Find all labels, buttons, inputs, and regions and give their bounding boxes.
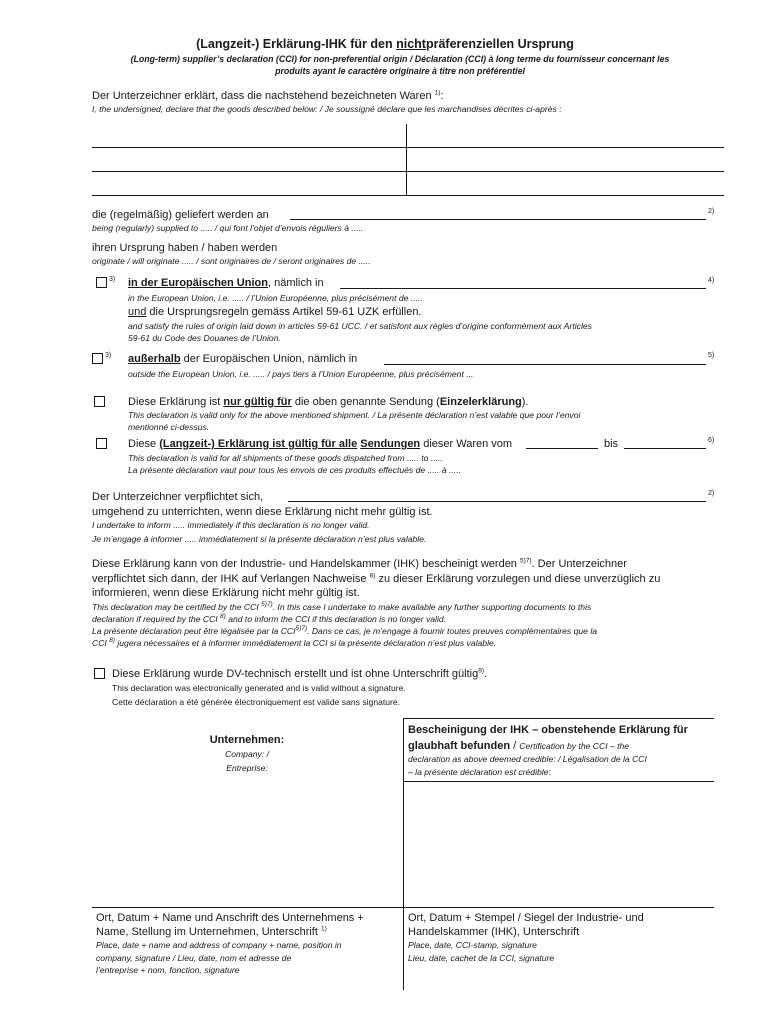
electronic-checkbox[interactable]: [94, 668, 105, 679]
eu-rules-rest: die Ursprungsregeln gemäss Artikel 59-61 UZK erfüllen.: [146, 306, 422, 318]
certify-fr-line-2: [92, 637, 732, 649]
electronic-fr: Cette déclaration a été générée électroniquement est valide sans signature.: [112, 697, 401, 707]
eu-country-field[interactable]: [340, 288, 706, 289]
intro-translation: I, the undersigned, declare that the goods described below: / Je soussigné déclare que les marchandises décrites ci-après :: [92, 104, 562, 114]
single-shipment-label: [128, 395, 529, 409]
sig-company-de-1: Ort, Datum + Name und Anschrift des Unternehmens +: [96, 912, 364, 924]
undertake-field[interactable]: [288, 501, 706, 502]
goods-row-2-right[interactable]: [410, 156, 720, 170]
eu-rules-und: und: [128, 306, 147, 318]
non-eu-label-bold: außerhalb: [128, 353, 181, 365]
chamber-title-2-line: [408, 739, 714, 753]
eu-rules-trans-2: 59-61 du Code des Douanes de l’Union.: [128, 332, 281, 343]
single-trans-2: mentionné ci-dessus.: [128, 421, 210, 432]
certify-fr-2a: CCI: [92, 638, 107, 648]
electronic-note: 9): [478, 667, 485, 675]
certify-en-line-2: [92, 613, 732, 625]
non-eu-translation: outside the European Union, i.e. ..... / pays tiers à l’Union Européenne, plus précisément ...: [128, 369, 474, 379]
certify-fr-2b: jugera nécessaires et à informer immédiatement la CCI si la présente déclaration n’est plus valable.: [114, 638, 497, 648]
longterm-trans-1: This declaration is valid for all shipments of these goods dispatched from ..... to .....: [128, 453, 443, 463]
sig-company-trans-2: company, signature / Lieu, date, nom et adresse de: [96, 952, 292, 963]
single-shipment-translation: [128, 410, 580, 433]
certify-de-2-tail: zu dieser Erklärung vorzulegen und diese unverzüglich zu: [375, 572, 661, 585]
certify-de-1: Diese Erklärung kann von der Industrie- und Handelskammer (IHK) bescheinigt werden: [92, 558, 517, 570]
chamber-trans-2: declaration as above deemed credible: / Légalisation de la CCI: [408, 754, 647, 764]
goods-row-3-right[interactable]: [410, 180, 720, 194]
subtitle-line-2: produits ayant le caractère originaire à titre non préférentiel: [275, 66, 525, 76]
certify-fr-2-note: 8): [109, 637, 115, 645]
electronic-de: Diese Erklärung wurde DV-technisch erstellt und ist ohne Unterschrift gültig: [112, 668, 479, 680]
certify-fr-1b: . Dans ce cas, je m’engage à fournir toutes preuves complémentaires que la: [307, 626, 598, 636]
chamber-trans-1: Certification by the CCI – the: [519, 741, 630, 751]
longterm-bold-1: (Langzeit-) Erklärung ist gültig für alle: [159, 438, 358, 450]
single-bold: nur gültig für: [223, 396, 292, 408]
undertake-trans-1: I undertake to inform ..... immediately if this declaration is no longer valid.: [92, 520, 370, 530]
goods-row-line-1: [92, 147, 724, 148]
boxes-mid-line: [403, 781, 714, 782]
certify-fr-line-1: [92, 625, 732, 637]
electronic-en: This declaration was electronically generated and is valid without a signature.: [112, 683, 406, 693]
intro-text: [92, 89, 443, 103]
chamber-title-2: glaubhaft befunden: [408, 740, 511, 752]
sig-company-trans-1: Place, date + name and address of company + name, position in: [96, 940, 342, 950]
certify-translation: [92, 601, 732, 649]
boxes-top-line: [403, 718, 714, 719]
certify-de-line-2: [92, 572, 732, 587]
chamber-box[interactable]: [408, 723, 714, 778]
form-subtitle: [80, 53, 720, 77]
certify-en-1-note: 5)7): [261, 601, 273, 609]
sig-company-de-2-line: [96, 925, 400, 939]
certify-de-1-tail: . Der Unterzeichner: [531, 558, 627, 570]
electronic-tail: .: [484, 668, 488, 680]
chamber-trans-3: – la présente déclaration est crédible:: [408, 766, 551, 777]
non-eu-label: [128, 352, 357, 366]
supplied-note: 2): [708, 208, 715, 215]
non-eu-note: 5): [708, 352, 715, 359]
goods-row-1-right[interactable]: [410, 132, 720, 146]
single-shipment-checkbox[interactable]: [94, 396, 105, 407]
eu-label-rest: , nämlich in: [267, 277, 324, 289]
longterm-translation: [128, 453, 461, 476]
subtitle-line-1: (Long-term) supplier’s declaration (CCI) for non-preferential origin / Déclaration (CCI) à long terme du fournisseur concernant les: [130, 54, 670, 64]
non-eu-checkbox[interactable]: [92, 353, 103, 364]
sig-chamber-trans-2: Lieu, date, cachet de la CCI, signature: [408, 952, 555, 963]
certify-de-line-3: informieren, wenn diese Erklärung nicht mehr gültig ist.: [92, 587, 360, 599]
goods-table-divider: [406, 124, 407, 196]
longterm-checkbox[interactable]: [96, 438, 107, 449]
form-title: [0, 36, 770, 52]
chamber-title-sep: /: [510, 740, 520, 752]
goods-row-line-2: [92, 171, 724, 172]
longterm-from-field[interactable]: [526, 448, 598, 449]
certify-de-2-note: 8): [369, 571, 376, 579]
chamber-title-1: Bescheinigung der IHK – obenstehende Erklärung für: [408, 724, 688, 736]
certify-fr-1a: La présente déclaration peut être légalisée par la CCI: [92, 626, 296, 636]
certify-de-2: verpflichtet sich dann, der IHK auf Verlangen Nachweise: [92, 572, 367, 585]
certify-en-1a: This declaration may be certified by the CCI: [92, 602, 259, 612]
eu-checkbox-note: 3): [109, 276, 116, 283]
eu-rules: [128, 305, 422, 319]
non-eu-country-field[interactable]: [384, 364, 706, 365]
intro-de: Der Unterzeichner erklärt, dass die nachstehend bezeichneten Waren: [92, 90, 432, 102]
undertake-label: Der Unterzeichner verpflichtet sich,: [92, 491, 264, 503]
eu-label-bold: in der Europäischen Union: [128, 277, 268, 289]
non-eu-label-rest: der Europäischen Union, nämlich in: [180, 353, 358, 365]
certify-en-2a: declaration if required by the CCI: [92, 614, 218, 624]
company-title: Unternehmen:: [209, 734, 285, 746]
longterm-trans-2: La présente déclaration vaut pour tous les envois de ces produits effectués de ..... à .....: [128, 464, 461, 475]
intro-note: 1): [434, 89, 441, 97]
certify-fr-1-note: 5)7): [295, 625, 308, 633]
eu-label: [128, 276, 324, 290]
longterm-rest: dieser Waren vom: [420, 438, 513, 450]
certify-de-1-note: 5)7): [520, 557, 532, 565]
company-signature-area[interactable]: [96, 911, 400, 977]
single-pre: Diese Erklärung ist: [128, 396, 224, 408]
single-end: ).: [521, 396, 529, 408]
goods-row-2-left[interactable]: [94, 156, 402, 170]
certify-en-2-note: 8): [220, 613, 226, 621]
goods-row-1-left[interactable]: [94, 132, 402, 146]
single-bold-2: Einzelerklärung: [439, 396, 522, 408]
longterm-label: [128, 437, 512, 451]
title-part-2: präferenziellen Ursprung: [425, 37, 574, 51]
sig-chamber-trans-1: Place, date, CCI-stamp, signature: [408, 940, 537, 950]
undertake-translation: [92, 520, 426, 545]
certify-en-2b: and to inform the CCI if this declaration is no longer valid.: [225, 614, 447, 624]
supplied-translation: being (regularly) supplied to ..... / qui font l’objet d’envois réguliers à .....: [92, 223, 364, 233]
sig-company-trans-3: l’entreprise + nom, fonction, signature: [96, 965, 240, 975]
longterm-bis: bis: [604, 438, 619, 450]
sig-chamber-de-1: Ort, Datum + Stempel / Siegel der Industrie- und: [408, 912, 644, 924]
certify-en-1b: . In this case I undertake to make available any further supporting documents to this: [272, 602, 592, 612]
intro-colon: :: [440, 90, 444, 102]
supplied-label: die (regelmäßig) geliefert werden an: [92, 209, 269, 221]
sig-company-de-2: Name, Stellung im Unternehmen, Unterschrift: [96, 926, 318, 938]
company-box[interactable]: [92, 733, 402, 774]
title-part-1: (Langzeit-) Erklärung-IHK für den: [196, 37, 397, 51]
certify-paragraph: [92, 557, 732, 601]
electronic-label: [112, 667, 487, 681]
undertake-trans-2: Je m’engage à informer ..... immédiatement si la présente déclaration n’est plus valable.: [92, 533, 427, 544]
title-nicht: nicht: [396, 37, 426, 51]
origin-translation: originate / will originate ..... / sont originaires de / seront originaires de .....: [92, 256, 371, 266]
single-trans-1: This declaration is valid only for the above mentioned shipment. / La présente déclaration n’est valable que pour l’envoi: [128, 410, 581, 420]
certify-de-line-1: [92, 557, 732, 572]
supplied-field[interactable]: [290, 219, 706, 220]
sig-chamber-de-2: Handelskammer (IHK), Unterschrift: [408, 926, 580, 938]
goods-row-3-left[interactable]: [94, 180, 402, 194]
eu-rules-trans-1: and satisfy the rules of origin laid down in articles 59-61 UCC. / et satisfont aux règles d’origine conformément aux Articles: [128, 321, 592, 331]
eu-rules-translation: [128, 321, 592, 344]
single-mid: die oben genannte Sendung (: [291, 396, 440, 408]
eu-translation: in the European Union, i.e. ..... / l’Union Européenne, plus précisément de .....: [128, 293, 423, 303]
eu-note: 4): [708, 277, 715, 284]
goods-row-line-3: [92, 195, 724, 196]
undertake-note: 2): [708, 490, 715, 497]
longterm-to-field[interactable]: [624, 448, 706, 449]
longterm-pre: Diese: [128, 438, 160, 450]
boxes-sig-line: [92, 907, 714, 908]
company-sub-2: Entreprise:: [226, 762, 268, 773]
undertake-line-2: umgehend zu unterrichten, wenn diese Erklärung nicht mehr gültig ist.: [92, 506, 433, 518]
non-eu-checkbox-note: 3): [105, 352, 112, 359]
origin-label: ihren Ursprung haben / haben werden: [92, 242, 278, 254]
longterm-note: 6): [708, 437, 715, 444]
sig-company-note: 1): [321, 925, 327, 933]
eu-checkbox[interactable]: [96, 277, 107, 288]
certify-en-line-1: [92, 601, 732, 613]
boxes-divider: [403, 718, 404, 990]
chamber-signature-area[interactable]: [408, 911, 714, 964]
longterm-bold-2: Sendungen: [360, 438, 421, 450]
company-sub-1: Company: /: [225, 749, 269, 759]
